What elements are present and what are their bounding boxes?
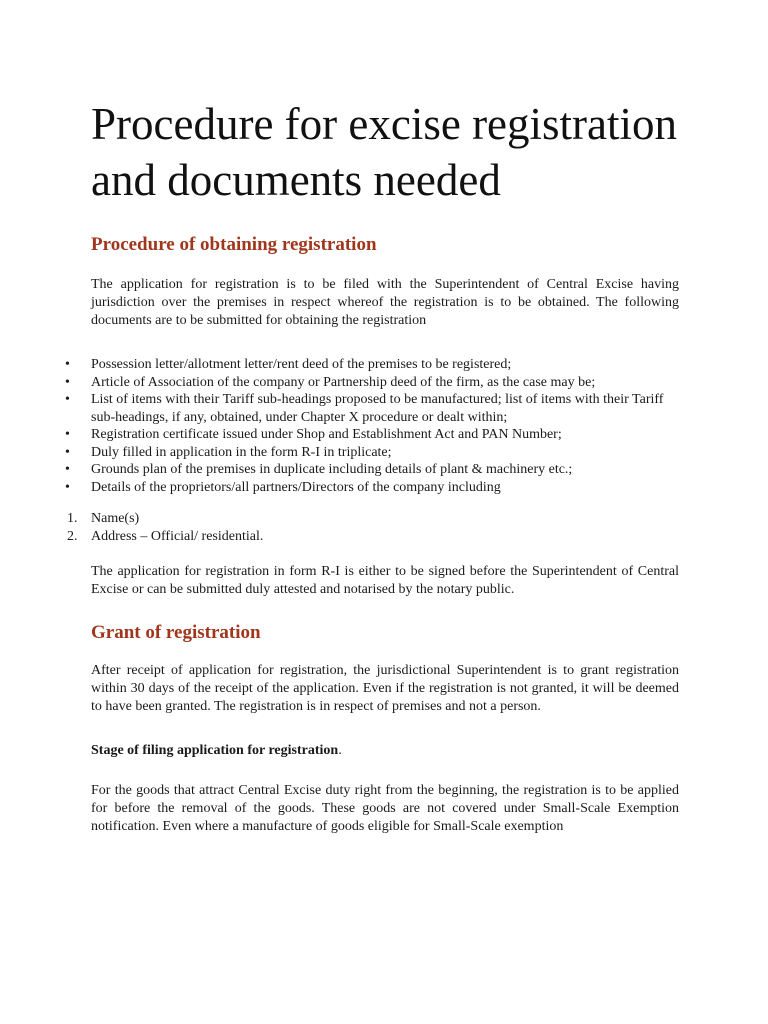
list-item — [65, 426, 679, 444]
document-title: Procedure for excise registration and documents needed — [91, 99, 678, 205]
list-item-text: Grounds plan of the premises in duplicate including details of plant & machinery etc.; — [91, 462, 573, 477]
list-number: 1. — [67, 511, 78, 526]
bullet-marker: • — [65, 427, 70, 442]
bullet-marker: • — [65, 444, 70, 460]
list-item — [65, 479, 679, 497]
stage-subheading-text: Stage of filing application for registration — [91, 743, 339, 758]
bullet-marker: • — [65, 357, 70, 372]
list-item — [65, 461, 679, 479]
goods-paragraph: For the goods that attract Central Excise duty right from the beginning, the registration is to be applied for before the removal of the goods. These goods are not covered under Small-Scale Exemption notification. Even where a manufacture of goods eligible for Small-Scale exemption — [91, 783, 679, 834]
details-numbered-list — [67, 510, 679, 545]
list-item — [67, 528, 679, 546]
list-item-text: Article of Association of the company or Partnership deed of the firm, as the case may be; — [91, 374, 596, 390]
list-item-text: Name(s) — [91, 511, 140, 526]
document-page — [65, 0, 679, 836]
list-item — [65, 374, 679, 392]
bullet-marker: • — [65, 462, 70, 477]
section-heading-procedure: Procedure of obtaining registration — [91, 234, 377, 255]
bullet-marker: • — [65, 374, 70, 390]
list-item — [65, 391, 679, 426]
documents-bullet-list — [65, 356, 679, 496]
stage-subheading-period: . — [338, 743, 342, 758]
intro-paragraph: The application for registration is to be filed with the Superintendent of Central Excise having jurisdiction over the premises in respect whereof the registration is to be obtained. The following documents are to be submitted for obtaining the registration — [91, 277, 679, 328]
list-item-text: List of items with their Tariff sub-headings proposed to be manufactured; list of items with their Tariff sub-headings, if any, obtained, under Chapter X procedure or dealt within; — [91, 392, 664, 425]
list-item — [67, 510, 679, 528]
grant-paragraph: After receipt of application for registration, the jurisdictional Superintendent is to grant registration within 30 days of the receipt of the application. Even if the registration is not granted, it will be deemed to have been granted. The registration is in respect of premises and not a person. — [91, 663, 679, 714]
section-heading-grant: Grant of registration — [91, 622, 261, 643]
list-number: 2. — [67, 528, 78, 544]
list-item-text: Address – Official/ residential. — [91, 528, 264, 544]
list-item-text: Details of the proprietors/all partners/Directors of the company including — [91, 479, 501, 495]
list-item-text: Duly filled in application in the form R-I in triplicate; — [91, 444, 392, 460]
bullet-marker: • — [65, 479, 70, 495]
list-item-text: Possession letter/allotment letter/rent deed of the premises to be registered; — [91, 357, 512, 372]
list-item — [65, 356, 679, 374]
signing-paragraph: The application for registration in form R-I is either to be signed before the Superintendent of Central Excise or can be submitted duly attested and notarised by the notary public. — [91, 564, 679, 597]
bullet-marker: • — [65, 392, 70, 407]
list-item-text: Registration certificate issued under Shop and Establishment Act and PAN Number; — [91, 427, 562, 442]
stage-subheading — [91, 742, 679, 760]
list-item — [65, 444, 679, 462]
